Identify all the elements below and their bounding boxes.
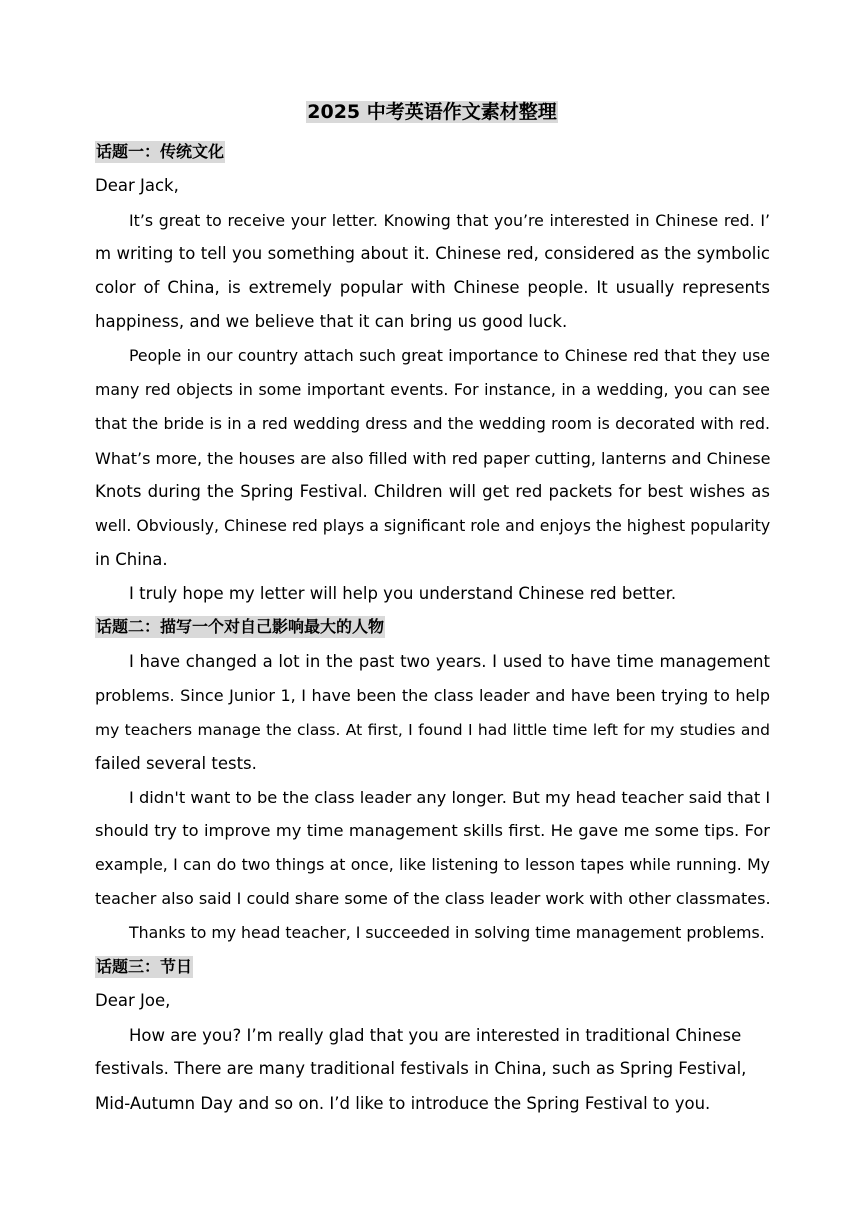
paragraph-line: Thanks to my head teacher, I succeeded in solving time management problems. [129,923,765,942]
paragraph-line: that the bride is in a red wedding dress and the wedding room is decorated with red. [95,414,770,433]
paragraph-line: I didn't want to be the class leader any longer. But my head teacher said that I [129,788,771,807]
topic-3-heading: 话题三：节日 [96,957,193,976]
topic-1-greeting: Dear Jack, [95,176,179,195]
paragraph-line: problems. Since Junior 1, I have been the class leader and have been trying to help [95,686,770,705]
paragraph-line: well. Obviously, Chinese red plays a significant role and enjoys the highest popularity [95,516,771,535]
paragraph-line: example, I can do two things at once, like listening to lesson tapes while running. My [95,855,770,874]
paragraph-line: Knots during the Spring Festival. Children will get red packets for best wishes as [95,482,770,501]
paragraph-line: I have changed a lot in the past two years. I used to have time management [129,652,770,671]
paragraph-line: many red objects in some important events. For instance, in a wedding, you can see [95,380,770,399]
paragraph-line: festivals. There are many traditional festivals in China, such as Spring Festival, [95,1059,747,1078]
paragraph-line: People in our country attach such great importance to Chinese red that they use [129,346,770,365]
paragraph-line: It’s great to receive your letter. Knowing that you’re interested in Chinese red. I’ [129,211,770,230]
paragraph-line: should try to improve my time management skills first. He gave me some tips. For [95,821,770,840]
paragraph-line: Mid-Autumn Day and so on. I’d like to introduce the Spring Festival to you. [95,1094,711,1113]
paragraph-line: How are you? I’m really glad that you are interested in traditional Chinese [129,1026,742,1045]
paragraph-line: m writing to tell you something about it. Chinese red, considered as the symbolic [95,244,770,263]
paragraph-line: teacher also said I could share some of the class leader work with other classmates. [95,889,771,908]
paragraph-line: I truly hope my letter will help you understand Chinese red better. [129,584,677,603]
paragraph-line: my teachers manage the class. At first, I found I had little time left for my studies and [95,721,770,739]
paragraph-line: happiness, and we believe that it can bring us good luck. [95,312,568,331]
topic-2-heading: 话题二：描写一个对自己影响最大的人物 [96,617,385,636]
paragraph-line: failed several tests. [95,754,257,773]
paragraph-line: color of China, is extremely popular with Chinese people. It usually represents [95,278,770,297]
topic-3-greeting: Dear Joe, [95,991,171,1010]
page-title [0,99,864,125]
page-title-text: 2025 中考英语作文素材整理 [307,101,557,123]
paragraph-line: in China. [95,550,168,569]
topic-1-heading: 话题一：传统文化 [96,142,225,161]
paragraph-line: What’s more, the houses are also filled with red paper cutting, lanterns and Chinese [95,449,771,468]
